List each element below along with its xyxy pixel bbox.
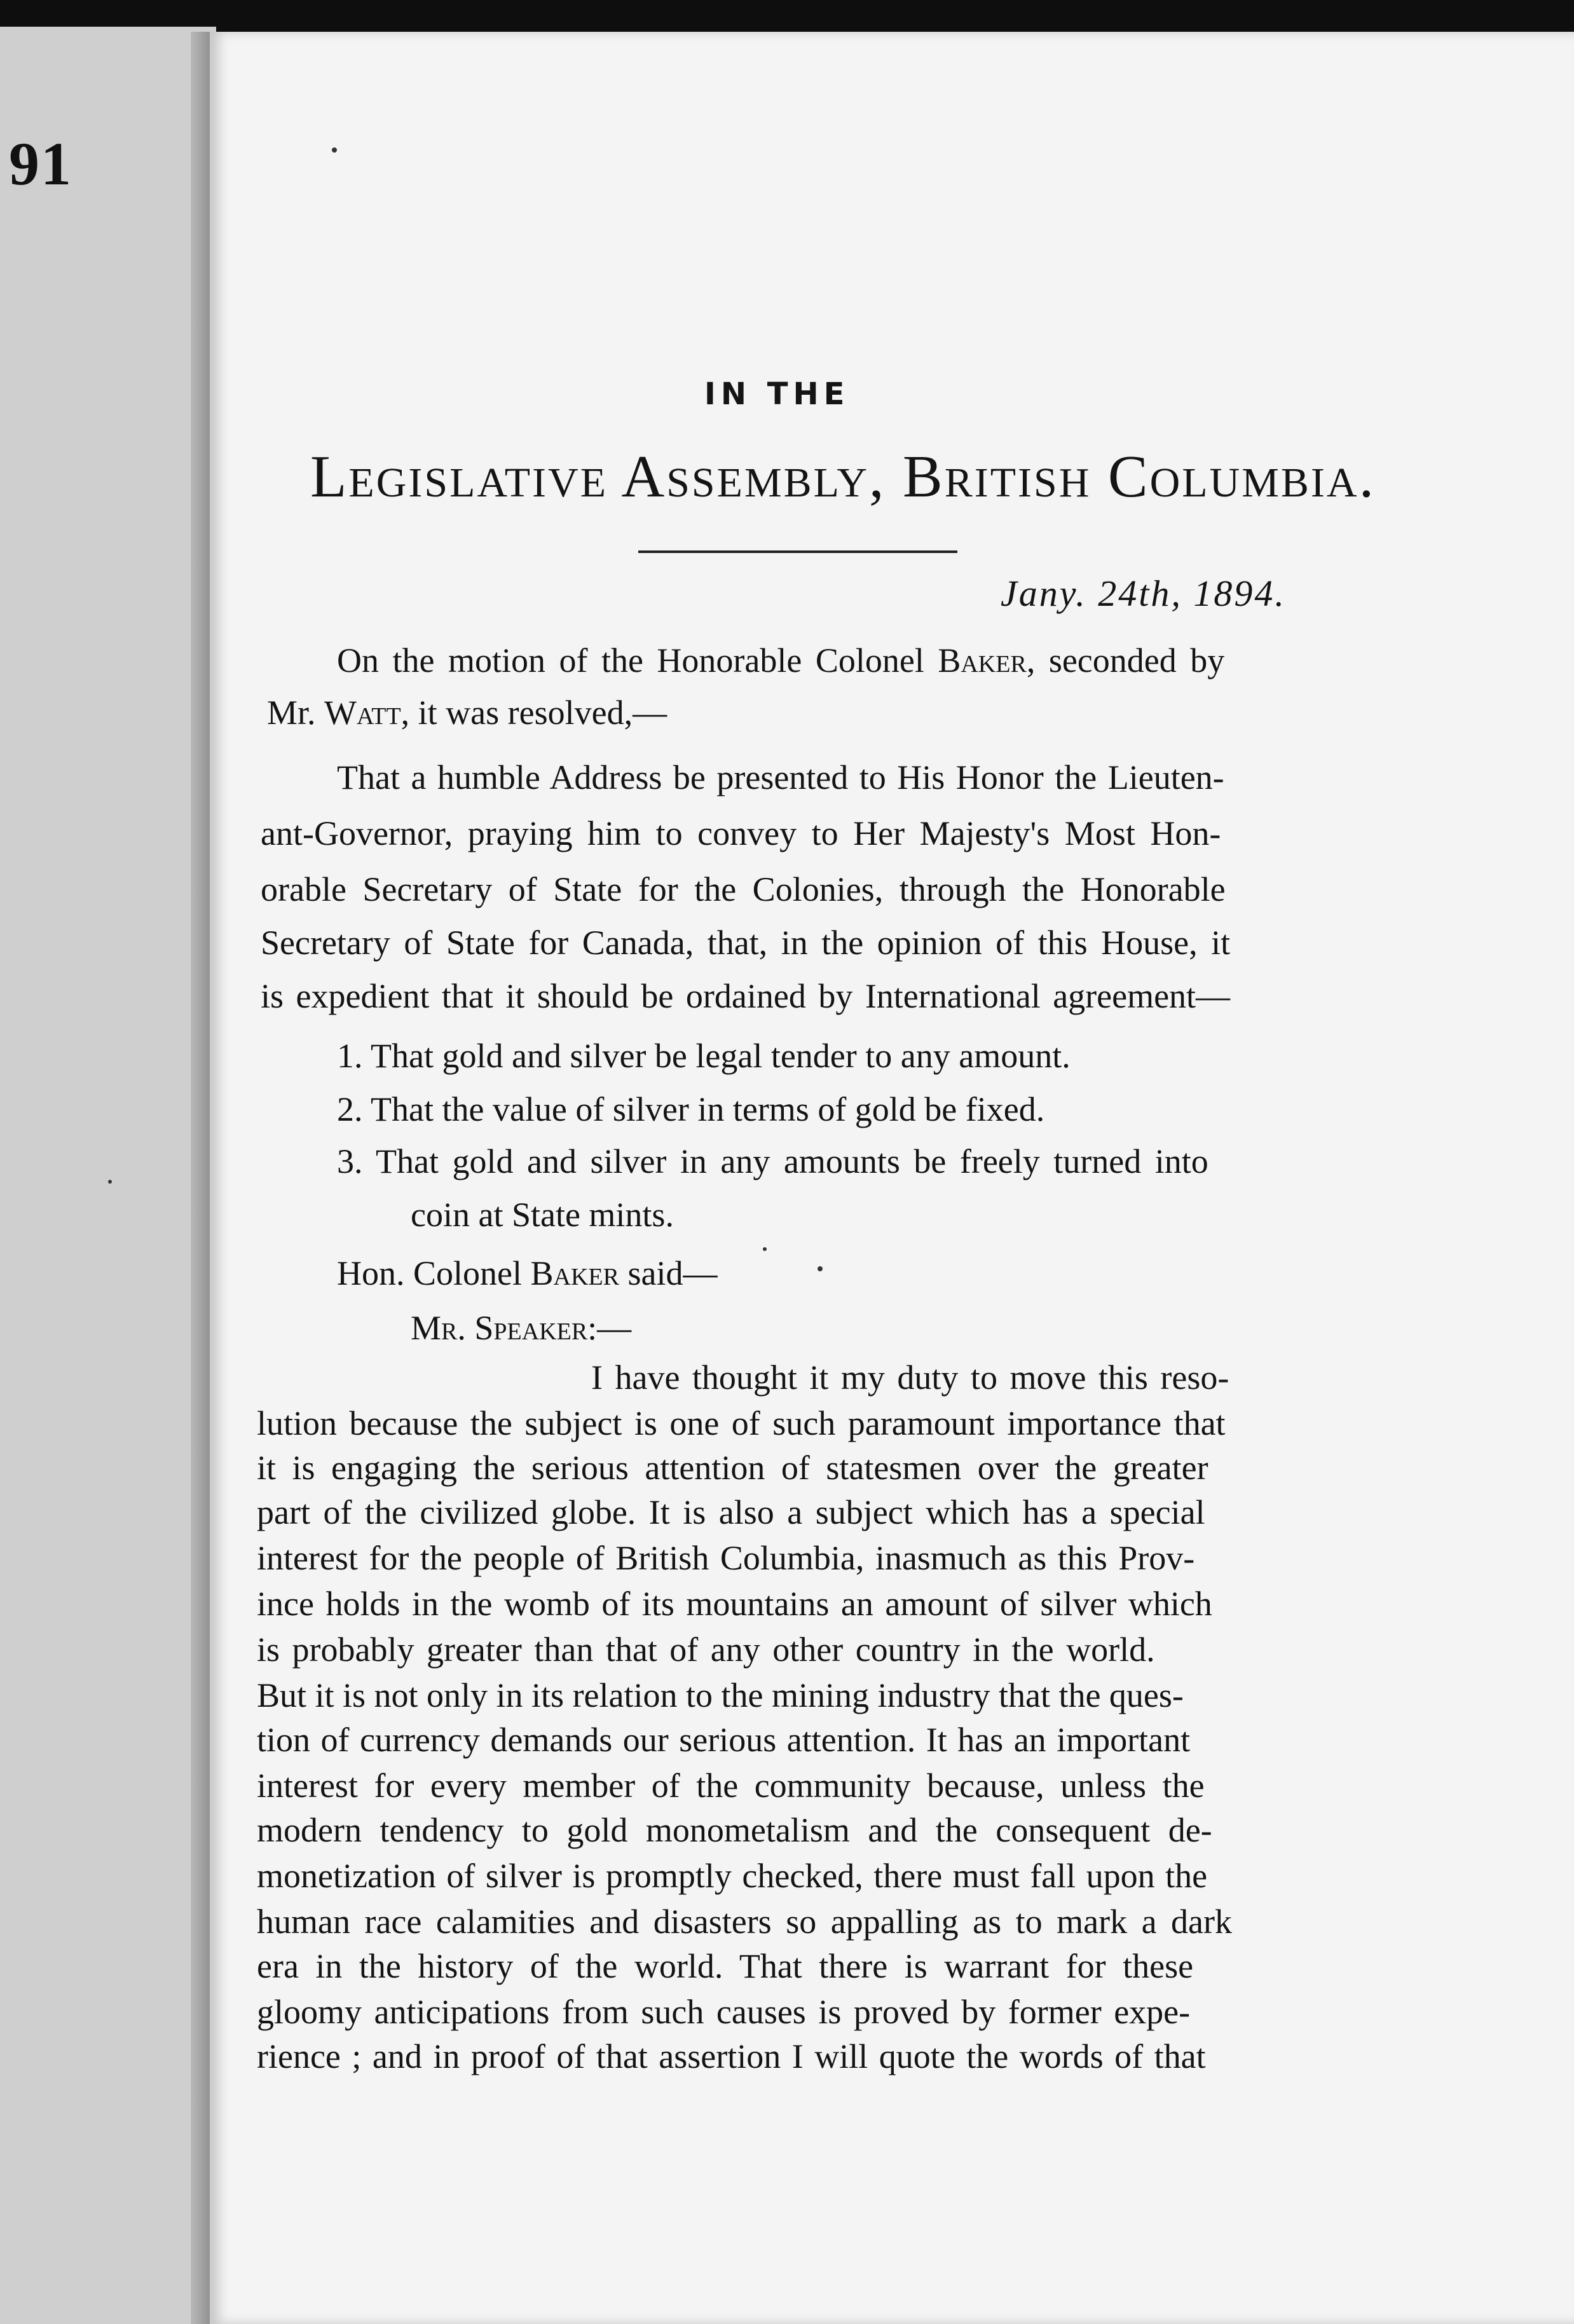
speech-line: I have thought it my duty to move this reso- — [591, 1358, 1229, 1397]
resolution-line: ant-Governor, praying him to convey to Her Majesty's Most Hon- — [261, 814, 1221, 852]
speaker-intro — [337, 1256, 717, 1290]
speech-line: it is engaging the serious attention of statesmen over the greater — [257, 1449, 1208, 1487]
page-tab-number: 91 — [9, 130, 72, 198]
speech-address: Mr. Speaker:— — [411, 1309, 632, 1347]
speaker-text: Hon. Colonel — [337, 1254, 531, 1292]
resolution-line: orable Secretary of State for the Colonies, through the Honorable — [261, 870, 1226, 908]
scan-speck — [818, 1266, 823, 1271]
motion-text: , it was resolved,— — [400, 694, 667, 732]
list-item: 3. That gold and silver in any amounts be freely turned into — [337, 1142, 1208, 1180]
motion-text: , seconded by — [1026, 641, 1225, 680]
scan-speck — [108, 1180, 112, 1184]
backing-board — [0, 27, 216, 2324]
motion-name: Baker — [938, 641, 1027, 680]
speaker-text: said— — [619, 1254, 718, 1292]
speech-line: era in the history of the world. That there is warrant for these — [257, 1947, 1194, 1985]
speech-line: lution because the subject is one of such paramount importance that — [257, 1404, 1226, 1442]
list-item: 1. That gold and silver be legal tender to any amount. — [337, 1037, 1071, 1075]
resolution-line: Secretary of State for Canada, that, in the opinion of this House, it — [261, 924, 1231, 962]
speech-line: part of the civilized globe. It is also a subject which has a special — [257, 1493, 1205, 1531]
speech-line: is probably greater than that of any other country in the world. — [257, 1630, 1155, 1669]
motion-text: On the motion of the Honorable Colonel — [337, 641, 938, 680]
document-date: Jany. 24th, 1894. — [1001, 573, 1286, 614]
speech-line: human race calamities and disasters so appalling as to mark a dark — [257, 1903, 1233, 1941]
list-item: 2. That the value of silver in terms of gold be fixed. — [337, 1090, 1045, 1128]
speech-line: interest for every member of the community because, unless the — [257, 1767, 1205, 1805]
speech-line: interest for the people of British Columbia, inasmuch as this Prov- — [257, 1539, 1195, 1577]
motion-line-2 — [267, 695, 667, 730]
motion-name: Watt — [324, 694, 401, 732]
speech-line: But it is not only in its relation to the mining industry that the ques- — [257, 1676, 1184, 1714]
scan-top-edge — [0, 0, 1574, 33]
heading-title: Legislative Assembly, British Columbia. — [310, 444, 1376, 510]
scan-speck — [763, 1247, 767, 1251]
speech-line: monetization of silver is promptly checked, there must fall upon the — [257, 1857, 1208, 1895]
scan-speck — [332, 147, 337, 153]
speech-line: modern tendency to gold monometalism and the consequent de- — [257, 1811, 1212, 1849]
speech-line: gloomy anticipations from such causes is proved by former expe- — [257, 1993, 1191, 2031]
heading-rule — [638, 550, 957, 553]
resolution-line: That a humble Address be presented to His Honor the Lieuten- — [337, 758, 1224, 796]
heading-in-the: IN THE — [704, 376, 850, 412]
speech-line: tion of currency demands our serious attention. It has an important — [257, 1721, 1191, 1759]
speech-line: ince holds in the womb of its mountains an amount of silver which — [257, 1585, 1212, 1623]
speech-line: rience ; and in proof of that assertion I will quote the words of that — [257, 2037, 1206, 2075]
motion-line-1 — [337, 643, 1224, 678]
resolution-line: is expedient that it should be ordained by International agreement— — [261, 977, 1231, 1015]
speaker-name: Baker — [530, 1254, 619, 1292]
list-item-continuation: coin at State mints. — [411, 1196, 674, 1234]
motion-text: Mr. — [267, 694, 325, 732]
